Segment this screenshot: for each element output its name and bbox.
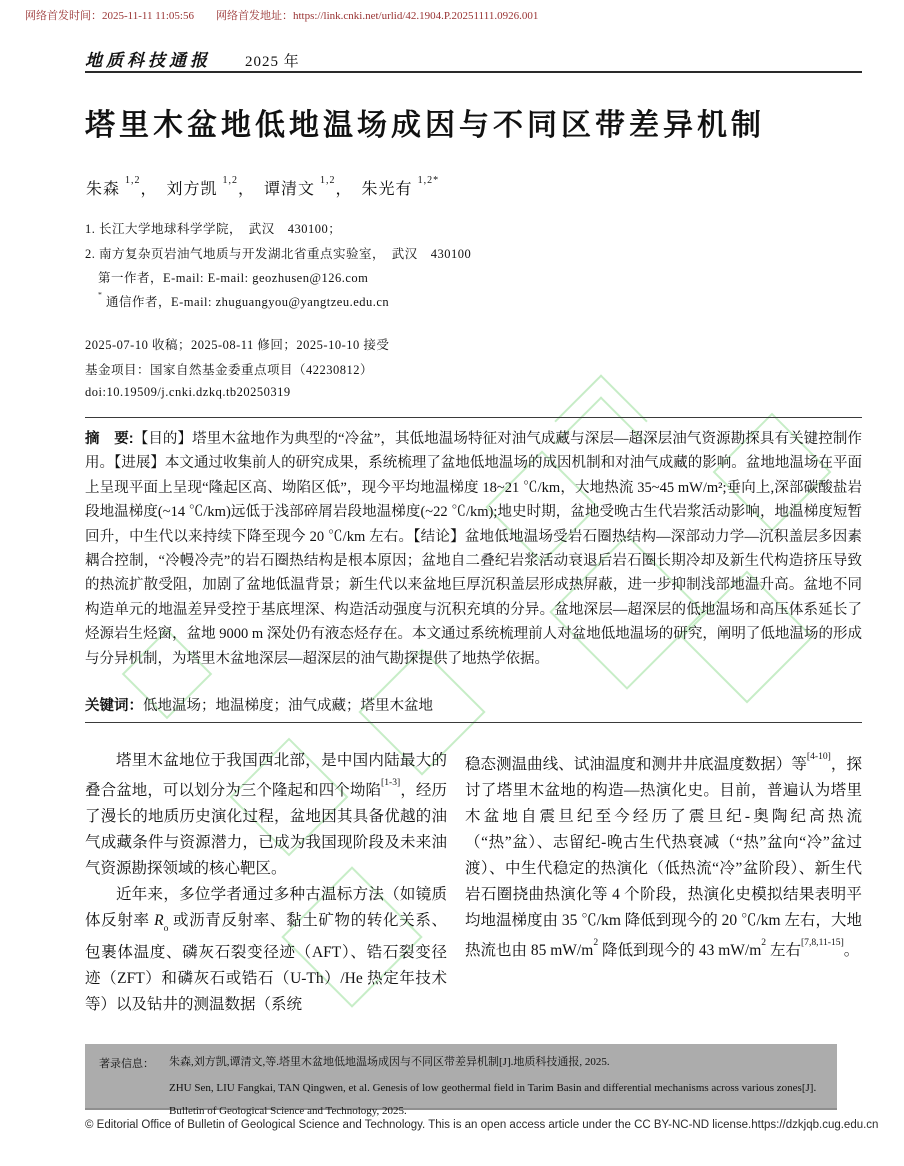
abstract-text: 【目的】塔里木盆地作为典型的“冷盆”，其低地温场特征对油气成藏与深层—超深层油气资源勘探具有关键控制作用。【进展】本文通过收集前人的研究成果，系统梳理了盆地低地温场的成因机制和对油气成藏的影响。盆地地温场在平面上呈现平面上呈现“隆起区高、坳陷区低”，现今平均地温梯度 18~21 ℃/km，大地热流 35~45 mW/m²;垂向上,深部碳酸盐岩段地温梯度(~14 ℃/km)远低于浅部碎屑岩段地温梯度(~22 ℃/km);地史时期，盆地受晚古生代岩浆活动影响，地温梯度短暂回升，中生代以来持续下降至现今 20 ℃/km 左右。【结论】盆地低地温场受岩石圈热结构—深部动力学—沉积盖层多因素耦合控制，“冷幔冷壳”的岩石圈热结构是根本原因；盆地自二叠纪岩浆活动衰退后岩石圈长期冷却及新生代构造挤压导致的热流扩散受阻，加剧了盆地低温背景；新生代以来盆地巨厚沉积盖层形成热屏蔽，进一步抑制浅部地温升高。盆地不同构造单元的地温差异受控于基底埋深、构造活动强度与沉积充填的分异。盆地深层—超深层的低地温场和高压体系延长了烃源岩生烃窗，盆地 9000 m 深处仍有液态烃存在。本文通过系统梳理前人对盆地低地温场的研究，阐明了低地温场的形成与分异机制，为塔里木盆地深层—超深层的油气勘探提供了地热学依据。 xyxy=(85,431,862,667)
body-left-column xyxy=(85,748,447,1018)
corresponding-author-note: * 通信作者，E-mail: zhuguangyou@yangtzeu.edu.cn xyxy=(98,290,390,309)
abstract-label: 摘 要: xyxy=(85,431,134,447)
doi-line: doi:10.19509/j.cnki.dzkq.tb20250319 xyxy=(85,385,291,399)
citation-box xyxy=(85,1044,837,1117)
body-paragraph: 近年来，多位学者通过多种古温标方法（如镜质体反射率 $R_o$ 或沥青反射率、黏土矿物的转化关系、包裹体温度、磷灰石裂变径迹（AFT）、锆石裂变径迹（ZFT）和磷灰石或锆石（U-Th）/He 热定年技术等）以及钻井的测温数据（系统 xyxy=(85,886,447,1014)
journal-name: 地质科技通报 xyxy=(85,51,211,70)
keywords-text: 低地温场；地温梯度；油气成藏；塔里木盆地 xyxy=(143,698,433,714)
abstract xyxy=(85,427,862,671)
online-first-meta-bar xyxy=(25,7,884,23)
citation-content xyxy=(169,1055,817,1117)
page-footer xyxy=(85,1119,879,1131)
copyright-text: © Editorial Office of Bulletin of Geological Science and Technology. This is an open access article under the CC BY-NC-ND license. xyxy=(85,1119,752,1131)
citation-english: ZHU Sen, LIU Fangkai, TAN Qingwen, et al. Genesis of low geothermal field in Tarim Basin and differential mechanisms across various zones[J]. Bulletin of Geological Science and Technology, 2025. xyxy=(169,1082,817,1117)
keywords-bottom-divider xyxy=(85,722,862,723)
publish-url-label: 网络首发地址： xyxy=(215,10,293,22)
footer-url: https://dzkjqb.cug.edu.cn xyxy=(751,1119,879,1131)
publish-time-label: 网络首发时间： xyxy=(25,10,102,22)
header-divider xyxy=(85,71,862,73)
first-author-note: 第一作者，E-mail: E-mail: geozhusen@126.com xyxy=(98,271,369,285)
journal-year: 2025 年 xyxy=(245,54,300,70)
keywords-label: 关键词： xyxy=(85,698,143,714)
funding-line: 基金项目：国家自然基金委重点项目（42230812） xyxy=(85,363,374,377)
publish-time: 2025-11-11 11:05:56 xyxy=(102,10,194,22)
body-paragraph: 稳态测温曲线、试油温度和测井井底温度数据）等[4-10]，探讨了塔里木盆地的构造—热演化史。目前，普遍认为塔里木盆地自震旦纪至今经历了震旦纪-奥陶纪高热流（“热”盆）、志留纪-晚古生代热衰减（“热”盆向“冷”盆过渡）、中生代稳定的热演化（低热流“冷”盆阶段）、新生代岩石圈挠曲热演化等 4 个阶段，热演化史模拟结果表明平均地温梯度由 35 ℃/km 降低到现今的 20 ℃/km 左右，大地热流也由 85 $mW/m^2$ 降低到现今的 43 $mW/m^2$ 左右[7,8,11-15]。 xyxy=(465,750,862,960)
affiliation-2: 2. 南方复杂页岩油气地质与开发湖北省重点实验室， 武汉 430100 xyxy=(85,247,472,261)
abstract-top-divider xyxy=(85,417,862,418)
body-paragraph: 塔里木盆地位于我国西北部，是中国内陆最大的叠合盆地，可以划分为三个隆起和四个坳陷[1-3]，经历了漫长的地质历史演化过程，盆地因其具备优越的油气成藏条件与资源潜力，已成为我国现阶段及未来油气资源勘探领域的核心靶区。 xyxy=(85,752,447,878)
received-dates: 2025-07-10 收稿；2025-08-11 修回；2025-10-10 接受 xyxy=(85,338,390,352)
publish-url: https://link.cnki.net/urlid/42.1904.P.20251111.0926.001 xyxy=(292,10,539,22)
affiliation-1: 1. 长江大学地球科学学院， 武汉 430100； xyxy=(85,222,342,236)
paper-title: 塔里木盆地低地温场成因与不同区带差异机制 xyxy=(85,109,765,142)
authors-line: 朱森 $^{1,2}$， 刘方凯 $^{1,2}$， 谭清文 $^{1,2}$， 朱光有 $^{1,2*}$ xyxy=(86,175,440,198)
journal-header xyxy=(85,46,300,71)
keywords-line xyxy=(85,694,862,715)
citation-label: 著录信息： xyxy=(99,1058,154,1070)
body-right-column xyxy=(465,748,862,964)
citation-chinese: 朱森,刘方凯,谭清文,等.塔里木盆地低地温场成因与不同区带差异机制[J].地质科技通报, 2025. xyxy=(169,1056,610,1068)
